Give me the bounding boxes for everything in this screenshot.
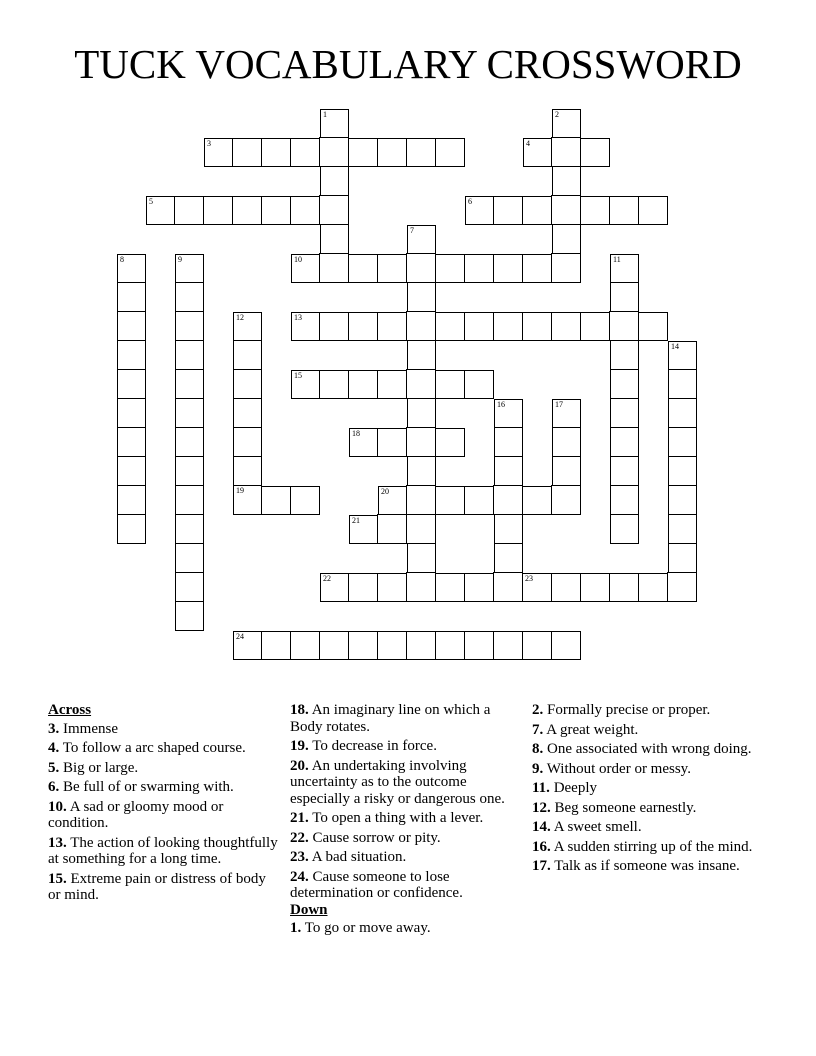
- grid-cell[interactable]: [407, 340, 436, 370]
- grid-cell[interactable]: [522, 631, 552, 660]
- grid-cell[interactable]: [377, 514, 407, 544]
- clue-across-15: 15. Extreme pain or distress of body or mind.: [48, 870, 266, 903]
- grid-cell[interactable]: [175, 398, 204, 428]
- grid-cell[interactable]: [319, 370, 349, 399]
- clue-down-17: 17. Talk as if someone was insane.: [532, 858, 740, 874]
- grid-cell[interactable]: [348, 254, 378, 283]
- clue-number: 13: [294, 313, 302, 322]
- grid-cell[interactable]: [435, 486, 465, 515]
- grid-cell[interactable]: [233, 340, 262, 370]
- grid-cell[interactable]: [348, 631, 378, 660]
- clue-across-21: 21. To open a thing with a lever.: [290, 810, 484, 826]
- clue-number: 21: [352, 516, 360, 525]
- grid-cell[interactable]: [464, 631, 494, 660]
- grid-cell[interactable]: [407, 456, 436, 486]
- grid-cell[interactable]: [406, 485, 436, 515]
- clue-number: 23: [525, 574, 533, 583]
- grid-cell[interactable]: [175, 572, 204, 602]
- grid-cell[interactable]: [551, 573, 581, 602]
- clue-down-12: 12. Beg someone earnestly.: [532, 799, 697, 816]
- page-title: TUCK VOCABULARY CROSSWORD: [74, 41, 742, 87]
- clue-down-2: 2. Formally precise or proper.: [532, 702, 711, 718]
- grid-cell[interactable]: [233, 631, 262, 660]
- grid-cell[interactable]: [580, 573, 610, 602]
- grid-cell[interactable]: [609, 311, 639, 341]
- grid-cell[interactable]: [494, 427, 523, 457]
- grid-cell[interactable]: [261, 138, 291, 167]
- clue-number: 22: [323, 574, 331, 583]
- clue-number: 20: [381, 487, 389, 496]
- grid-cell[interactable]: [117, 340, 146, 370]
- grid-cell[interactable]: [610, 485, 639, 515]
- grid-cell[interactable]: [668, 514, 697, 544]
- clue-across-10: 10. A sad or gloomy mood or condition.: [48, 798, 224, 831]
- clue-across-6: 6. Be full of or swarming with.: [48, 779, 234, 795]
- clue-down-14: 14. A sweet smell.: [532, 819, 642, 835]
- grid-cell[interactable]: [117, 456, 146, 486]
- clue-across-19: 19. To decrease in force.: [290, 738, 437, 754]
- grid-cell[interactable]: [377, 312, 407, 341]
- grid-cell[interactable]: [493, 196, 523, 225]
- grid-cell[interactable]: [319, 631, 349, 660]
- grid-cell[interactable]: [233, 456, 262, 486]
- grid-cell[interactable]: [522, 196, 552, 225]
- grid-cell[interactable]: [435, 428, 465, 457]
- grid-cell[interactable]: [464, 370, 494, 399]
- grid-cell[interactable]: [610, 427, 639, 457]
- grid-cell[interactable]: [552, 109, 581, 138]
- grid-cell[interactable]: [349, 428, 378, 457]
- grid-cell[interactable]: [435, 573, 465, 602]
- grid-cell[interactable]: [348, 573, 378, 602]
- grid-cell[interactable]: [407, 398, 436, 428]
- grid-cell[interactable]: [406, 572, 436, 602]
- grid-cell[interactable]: [406, 138, 436, 167]
- grid-cell[interactable]: [290, 138, 320, 167]
- grid-cell[interactable]: [320, 166, 349, 196]
- clue-down-11: 11. Deeply: [532, 780, 598, 796]
- grid-cell[interactable]: [117, 398, 146, 428]
- grid-cell[interactable]: [407, 225, 436, 254]
- grid-cell[interactable]: [175, 543, 204, 573]
- clue-across-4: 4. To follow a arc shaped course.: [48, 740, 246, 756]
- clue-down-1: 1. To go or move away.: [290, 920, 431, 936]
- grid-cell[interactable]: [522, 486, 552, 515]
- grid-cell[interactable]: [551, 137, 581, 167]
- grid-cell[interactable]: [638, 312, 668, 341]
- grid-cell[interactable]: [348, 138, 378, 167]
- clue-across-3: 3. Immense: [48, 720, 118, 737]
- clues-column-1: [48, 702, 280, 907]
- across-heading: Across: [48, 702, 92, 718]
- grid-cell[interactable]: [117, 282, 146, 312]
- grid-cell[interactable]: [494, 456, 523, 486]
- grid-cell[interactable]: [493, 572, 523, 602]
- grid-cell[interactable]: [668, 341, 697, 370]
- grid-cell[interactable]: [233, 312, 262, 341]
- grid-cell[interactable]: [551, 631, 581, 660]
- clue-number: 4: [526, 139, 530, 148]
- clue-number: 11: [613, 255, 621, 264]
- grid-cell[interactable]: [668, 369, 697, 399]
- clues-column-3: [532, 702, 764, 878]
- grid-cell[interactable]: [175, 282, 204, 312]
- grid-cell[interactable]: [233, 485, 262, 515]
- grid-cell[interactable]: [348, 370, 378, 399]
- grid-cell[interactable]: [319, 312, 349, 341]
- grid-cell[interactable]: [668, 398, 697, 428]
- grid-cell[interactable]: [551, 485, 581, 515]
- grid-cell[interactable]: [464, 312, 494, 341]
- grid-cell[interactable]: [261, 631, 291, 660]
- grid-cell[interactable]: [117, 369, 146, 399]
- clue-number: 7: [410, 226, 414, 235]
- grid-cell[interactable]: [174, 196, 204, 225]
- grid-cell[interactable]: [117, 254, 146, 283]
- grid-cell[interactable]: [668, 485, 697, 515]
- grid-cell[interactable]: [291, 370, 320, 399]
- grid-cell[interactable]: [552, 224, 581, 254]
- grid-cell[interactable]: [493, 312, 523, 341]
- grid-cell[interactable]: [319, 253, 349, 283]
- grid-cell[interactable]: [552, 456, 581, 486]
- grid-cell[interactable]: [406, 514, 436, 544]
- grid-cell[interactable]: [377, 428, 407, 457]
- grid-cell[interactable]: [233, 398, 262, 428]
- grid-cell[interactable]: [493, 631, 523, 660]
- clue-number: 5: [149, 197, 153, 206]
- grid-cell[interactable]: [117, 427, 146, 457]
- grid-cell[interactable]: [406, 253, 436, 283]
- grid-cell[interactable]: [232, 138, 262, 167]
- grid-cell[interactable]: [609, 573, 639, 602]
- grid-cell[interactable]: [435, 631, 465, 660]
- clue-number: 1: [323, 110, 327, 119]
- grid-cell[interactable]: [377, 138, 407, 167]
- grid-cell[interactable]: [464, 486, 494, 515]
- clue-number: 3: [207, 139, 211, 148]
- clue-down-16: 16. A sudden stirring up of the mind.: [532, 838, 753, 855]
- grid-cell[interactable]: [493, 485, 523, 515]
- clue-number: 17: [555, 400, 563, 409]
- grid-cell[interactable]: [435, 254, 465, 283]
- grid-cell[interactable]: [494, 514, 523, 544]
- grid-cell[interactable]: [609, 196, 639, 225]
- clue-number: 16: [497, 400, 505, 409]
- grid-cell[interactable]: [668, 543, 697, 573]
- clue-number: 9: [178, 255, 182, 264]
- grid-cell[interactable]: [435, 312, 465, 341]
- grid-cell[interactable]: [377, 573, 407, 602]
- grid-cell[interactable]: [435, 138, 465, 167]
- clue-number: 12: [236, 313, 244, 322]
- clue-number: 24: [236, 632, 244, 641]
- clue-number: 2: [555, 110, 559, 119]
- clue-across-5: 5. Big or large.: [48, 759, 139, 776]
- clue-across-20: 20. An undertaking involving uncertainty as to the outcome especially a risky or dangerous one.: [290, 757, 505, 807]
- grid-cell[interactable]: [610, 340, 639, 370]
- grid-cell[interactable]: [320, 224, 349, 254]
- grid-cell[interactable]: [668, 456, 697, 486]
- grid-cell[interactable]: [522, 573, 552, 602]
- grid-cell[interactable]: [320, 109, 349, 138]
- grid-cell[interactable]: [348, 312, 378, 341]
- grid-cell[interactable]: [319, 137, 349, 167]
- grid-cell[interactable]: [406, 631, 436, 660]
- grid-cell[interactable]: [551, 253, 581, 283]
- clue-across-22: 22. Cause sorrow or pity.: [290, 829, 441, 846]
- grid-cell[interactable]: [175, 427, 204, 457]
- grid-cell[interactable]: [494, 543, 523, 573]
- grid-cell[interactable]: [203, 196, 233, 225]
- grid-cell[interactable]: [377, 254, 407, 283]
- clue-number: 6: [468, 197, 472, 206]
- grid-cell[interactable]: [175, 369, 204, 399]
- clue-across-23: 23. A bad situation.: [290, 849, 407, 865]
- clue-number: 18: [352, 429, 360, 438]
- grid-cell[interactable]: [522, 254, 552, 283]
- grid-cell[interactable]: [349, 515, 378, 544]
- grid-cell[interactable]: [117, 485, 146, 515]
- grid-cell[interactable]: [175, 254, 204, 283]
- grid-cell[interactable]: [175, 601, 204, 631]
- grid-cell[interactable]: [407, 543, 436, 573]
- grid-cell[interactable]: [610, 282, 639, 312]
- grid-cell[interactable]: [175, 311, 204, 341]
- grid-cell[interactable]: [291, 254, 320, 283]
- clue-across-13: 13. The action of looking thoughtfully at something for a long time.: [48, 834, 278, 867]
- grid-cell[interactable]: [551, 195, 581, 225]
- grid-cell[interactable]: [610, 398, 639, 428]
- grid-cell[interactable]: [464, 573, 494, 602]
- clue-down-9: 9. Without order or messy.: [532, 760, 691, 777]
- grid-cell[interactable]: [610, 369, 639, 399]
- clue-number: 10: [294, 255, 302, 264]
- grid-cell[interactable]: [290, 196, 320, 225]
- grid-cell[interactable]: [261, 196, 291, 225]
- grid-cell[interactable]: [319, 195, 349, 225]
- grid-cell[interactable]: [465, 196, 494, 225]
- clue-number: 15: [294, 371, 302, 380]
- grid-cell[interactable]: [406, 311, 436, 341]
- grid-cell[interactable]: [117, 311, 146, 341]
- grid-cell[interactable]: [552, 399, 581, 428]
- grid-cell[interactable]: [406, 427, 436, 457]
- grid-cell[interactable]: [175, 485, 204, 515]
- clue-number: 19: [236, 486, 244, 495]
- clue-across-18: 18. An imaginary line on which a Body rotates.: [290, 702, 491, 735]
- grid-cell[interactable]: [407, 282, 436, 312]
- grid-cell[interactable]: [610, 254, 639, 283]
- grid-cell[interactable]: [175, 456, 204, 486]
- grid-cell[interactable]: [580, 138, 610, 167]
- grid-cell[interactable]: [610, 514, 639, 544]
- grid-cell[interactable]: [523, 138, 552, 167]
- grid-cell[interactable]: [204, 138, 233, 167]
- grid-cell[interactable]: [233, 427, 262, 457]
- grid-cell[interactable]: [377, 631, 407, 660]
- grid-cell[interactable]: [638, 196, 668, 225]
- grid-cell[interactable]: [435, 370, 465, 399]
- grid-cell[interactable]: [668, 427, 697, 457]
- clue-number: 8: [120, 255, 124, 264]
- grid-cell[interactable]: [232, 196, 262, 225]
- grid-cell[interactable]: [175, 514, 204, 544]
- grid-cell[interactable]: [638, 573, 668, 602]
- grid-cell[interactable]: [552, 166, 581, 196]
- grid-cell[interactable]: [233, 369, 262, 399]
- grid-cell[interactable]: [175, 340, 204, 370]
- grid-cell[interactable]: [261, 486, 291, 515]
- grid-cell[interactable]: [291, 312, 320, 341]
- grid-cell[interactable]: [377, 370, 407, 399]
- grid-cell[interactable]: [290, 486, 320, 515]
- grid-cell[interactable]: [406, 369, 436, 399]
- grid-cell[interactable]: [320, 573, 349, 602]
- clue-down-8: 8. One associated with wrong doing.: [532, 741, 752, 757]
- grid-cell[interactable]: [580, 196, 610, 225]
- grid-cell[interactable]: [146, 196, 175, 225]
- grid-cell[interactable]: [610, 456, 639, 486]
- grid-cell[interactable]: [464, 254, 494, 283]
- clue-across-24: 24. Cause someone to lose determination or confidence.: [290, 868, 463, 901]
- down-heading: Down: [290, 901, 328, 918]
- grid-cell[interactable]: [117, 514, 146, 544]
- grid-cell[interactable]: [552, 427, 581, 457]
- grid-cell[interactable]: [551, 312, 581, 341]
- grid-cell[interactable]: [580, 312, 610, 341]
- grid-cell[interactable]: [494, 399, 523, 428]
- grid-cell[interactable]: [493, 254, 523, 283]
- grid-cell[interactable]: [290, 631, 320, 660]
- clue-number: 14: [671, 342, 679, 351]
- clues-column-2: [290, 702, 522, 940]
- grid-cell[interactable]: [667, 572, 697, 602]
- clue-down-7: 7. A great weight.: [532, 721, 639, 738]
- grid-cell[interactable]: [522, 312, 552, 341]
- grid-cell[interactable]: [378, 486, 407, 515]
